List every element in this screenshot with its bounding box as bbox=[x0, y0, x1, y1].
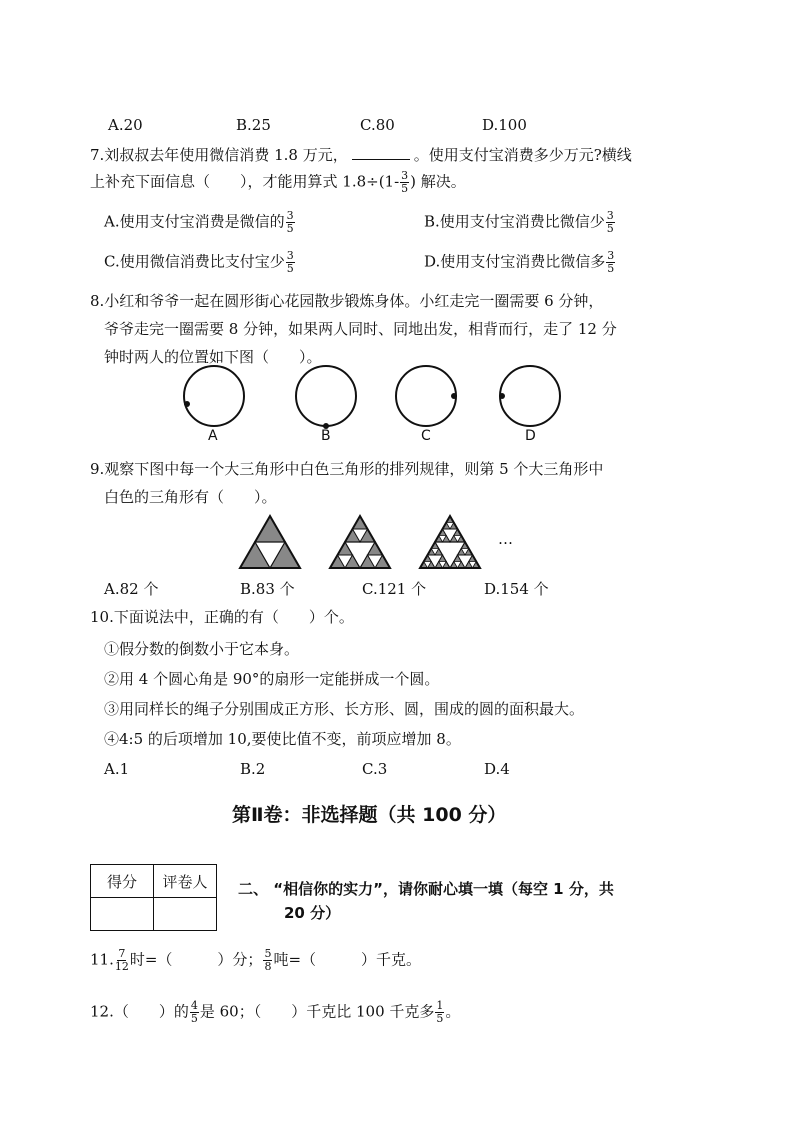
frac bbox=[190, 1000, 199, 1025]
q7-line2-pre: 上补充下面信息（ ），才能用算式 1.8÷(1- bbox=[90, 172, 400, 191]
q7-option-b bbox=[424, 210, 616, 235]
frac bbox=[286, 250, 295, 275]
q7-option-a-text: A.使用支付宝消费是微信的 bbox=[104, 212, 285, 231]
q8-label-b: B bbox=[321, 428, 331, 444]
dot bbox=[451, 393, 457, 399]
frac-den: 8 bbox=[264, 960, 272, 973]
q7-option-c-text: C.使用微信消费比支付宝少 bbox=[104, 252, 285, 271]
section-2-title: 第Ⅱ卷：非选择题（共 100 分） bbox=[232, 804, 507, 826]
frac-den: 12 bbox=[114, 960, 129, 973]
score-cell bbox=[91, 898, 154, 931]
frac bbox=[286, 210, 295, 235]
triangle-3 bbox=[420, 516, 480, 568]
frac-num: 4 bbox=[190, 999, 198, 1012]
q10-statement-3: ③用同样长的绳子分别围成正方形、长方形、圆，围成的圆的面积最大。 bbox=[104, 700, 585, 718]
q8-line1: 8.小红和爷爷一起在圆形街心花园散步锻炼身体。小红走完一圈需要 6 分钟， bbox=[90, 292, 604, 310]
q7-option-d-text: D.使用支付宝消费比微信多 bbox=[424, 252, 606, 271]
q6-option-a: A.20 bbox=[108, 116, 143, 134]
score-header: 得分 bbox=[91, 865, 154, 898]
q10-statement-2: ②用 4 个圆心角是 90°的扇形一定能拼成一个圆。 bbox=[104, 670, 440, 688]
q11 bbox=[90, 948, 421, 973]
frac-den: 5 bbox=[607, 262, 615, 275]
frac-num: 3 bbox=[286, 209, 294, 222]
q9-line2: 白色的三角形有（ ）。 bbox=[104, 488, 277, 506]
q12 bbox=[90, 1000, 460, 1025]
frac-den: 5 bbox=[436, 1012, 444, 1025]
q7-blank bbox=[352, 145, 410, 160]
frac-num: 3 bbox=[606, 209, 614, 222]
q7-option-d bbox=[424, 250, 616, 275]
frac-den: 5 bbox=[606, 222, 614, 235]
q9-option-b: B.83 个 bbox=[240, 580, 295, 598]
q7-line2 bbox=[90, 170, 466, 195]
q7-option-b-text: B.使用支付宝消费比微信少 bbox=[424, 212, 605, 231]
frac bbox=[115, 948, 129, 973]
frac-num: 3 bbox=[401, 169, 409, 182]
q6-option-d: D.100 bbox=[482, 116, 527, 134]
circle-d bbox=[499, 366, 560, 426]
q12-prefix: 12.（ ）的 bbox=[90, 1002, 189, 1021]
frac-den: 5 bbox=[190, 1012, 198, 1025]
q10-option-d: D.4 bbox=[484, 760, 510, 778]
grader-cell bbox=[154, 898, 217, 931]
frac-num: 5 bbox=[264, 947, 272, 960]
q7-line2-post: ) 解决。 bbox=[410, 172, 466, 191]
frac-den: 5 bbox=[286, 222, 294, 235]
q11-part2: 吨=（ ）千克。 bbox=[273, 950, 422, 969]
q7-fraction bbox=[400, 170, 409, 195]
frac-num: 3 bbox=[607, 249, 615, 262]
q8-label-d: D bbox=[525, 428, 536, 444]
frac-num: 3 bbox=[286, 249, 294, 262]
q10-option-c: C.3 bbox=[362, 760, 388, 778]
q8-line2: 爷爷走完一圈需要 8 分钟，如果两人同时、同地出发，相背而行，走了 12 分 bbox=[104, 320, 617, 338]
frac bbox=[435, 1000, 444, 1025]
q11-prefix: 11. bbox=[90, 950, 114, 969]
q8-label-a: A bbox=[208, 428, 218, 444]
q9-option-c: C.121 个 bbox=[362, 580, 427, 598]
q9-line1: 9.观察下图中每一个大三角形中白色三角形的排列规律，则第 5 个大三角形中 bbox=[90, 460, 604, 478]
grader-header: 评卷人 bbox=[154, 865, 217, 898]
dot bbox=[184, 401, 190, 407]
q9-ellipsis: … bbox=[498, 530, 513, 548]
q9-option-a: A.82 个 bbox=[104, 580, 159, 598]
q10-statement-1: ①假分数的倒数小于它本身。 bbox=[104, 640, 300, 658]
q10-option-b: B.2 bbox=[240, 760, 266, 778]
circle-b bbox=[296, 366, 356, 429]
frac bbox=[606, 250, 615, 275]
q9-option-d: D.154 个 bbox=[484, 580, 549, 598]
frac bbox=[263, 948, 272, 973]
q10-title: 10.下面说法中，正确的有（ ）个。 bbox=[90, 608, 354, 626]
q6-option-c: C.80 bbox=[360, 116, 395, 134]
triangle-1 bbox=[240, 516, 300, 568]
q7-line1-post: 。使用支付宝消费多少万元?横线 bbox=[413, 146, 632, 164]
dot bbox=[499, 393, 505, 399]
q7-option-c bbox=[104, 250, 296, 275]
frac-num: 7 bbox=[118, 947, 126, 960]
q6-option-b: B.25 bbox=[236, 116, 271, 134]
frac-den: 5 bbox=[286, 262, 294, 275]
frac bbox=[606, 210, 615, 235]
frac-den: 5 bbox=[401, 182, 409, 195]
circle-c bbox=[396, 366, 457, 426]
q12-part1: 是 60；（ ）千克比 100 千克多 bbox=[199, 1002, 435, 1021]
circle-a bbox=[184, 366, 244, 426]
q10-option-a: A.1 bbox=[104, 760, 130, 778]
triangle-2 bbox=[330, 516, 390, 568]
frac-num: 1 bbox=[436, 999, 444, 1012]
q10-statement-4: ④4:5 的后项增加 10,要使比值不变，前项应增加 8。 bbox=[104, 730, 461, 748]
q8-label-c: C bbox=[421, 428, 431, 444]
q12-part2: 。 bbox=[445, 1002, 461, 1021]
q7-option-a bbox=[104, 210, 296, 235]
q9-triangles-figure bbox=[230, 512, 520, 572]
q7-line1 bbox=[90, 144, 632, 165]
section-2-heading-line1: 二、 “相信你的实力”，请你耐心填一填（每空 1 分，共 bbox=[238, 880, 614, 898]
score-table bbox=[90, 864, 217, 931]
q7-line1-pre: 7.刘叔叔去年使用微信消费 1.8 万元， bbox=[90, 146, 348, 164]
q8-line3: 钟时两人的位置如下图（ ）。 bbox=[104, 348, 322, 366]
q11-part1: 时=（ ）分； bbox=[129, 950, 263, 969]
section-2-heading-line2: 20 分） bbox=[284, 904, 341, 922]
